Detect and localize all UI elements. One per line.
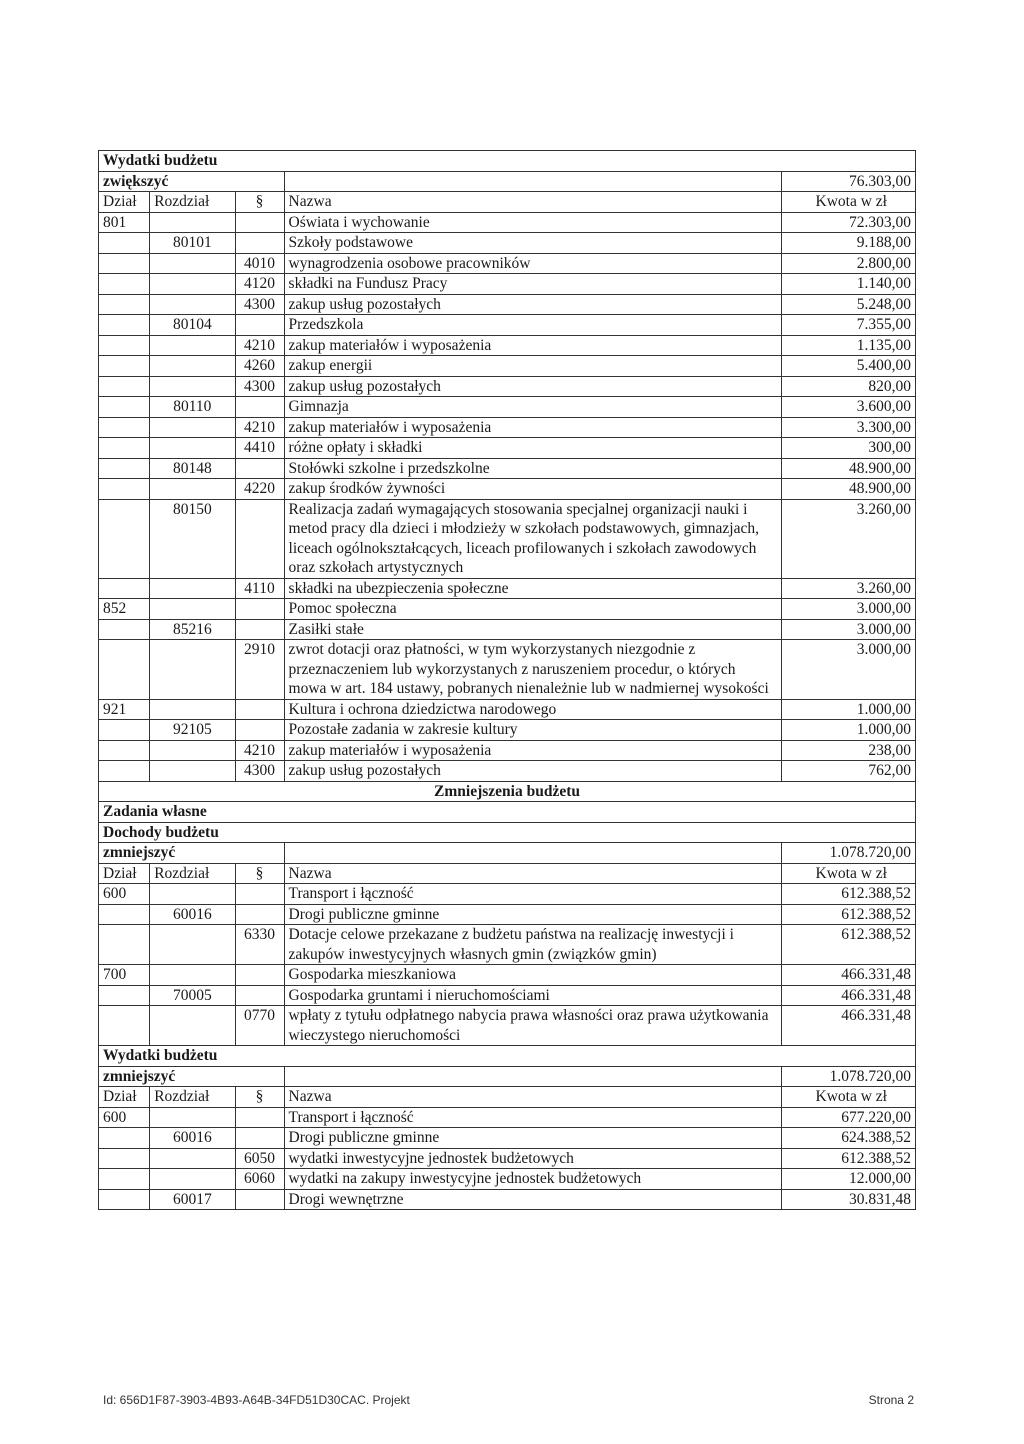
column-header-nazwa: Nazwa: [284, 1087, 781, 1108]
cell-rozdzial: 80110: [150, 397, 235, 418]
cell-dzial: [99, 578, 150, 599]
table-row: [99, 356, 916, 377]
cell-rozdzial: [150, 253, 235, 274]
cell-paragraf: [235, 965, 284, 986]
cell-nazwa: zakup materiałów i wyposażenia: [284, 417, 781, 438]
cell-kwota: 2.800,00: [781, 253, 915, 274]
column-header-paragraf: §: [235, 1087, 284, 1108]
cell-rozdzial: [150, 640, 235, 700]
cell-rozdzial: [150, 1148, 235, 1169]
table-row: [99, 1128, 916, 1149]
table-row: [99, 884, 916, 905]
cell-kwota: 612.388,52: [781, 1148, 915, 1169]
cell-paragraf: [235, 212, 284, 233]
section-heading-row: [99, 1046, 916, 1067]
cell-rozdzial: [150, 1107, 235, 1128]
cell-paragraf: 4210: [235, 740, 284, 761]
total-row: [99, 843, 916, 864]
table-row: [99, 1107, 916, 1128]
cell-paragraf: 6060: [235, 1169, 284, 1190]
total-amount: 1.078.720,00: [781, 1066, 915, 1087]
table-row: [99, 274, 916, 295]
section-heading: Dochody budżetu: [99, 822, 916, 843]
cell-kwota: 3.260,00: [781, 499, 915, 578]
cell-nazwa: wydatki na zakupy inwestycyjne jednostek budżetowych: [284, 1169, 781, 1190]
table-row: [99, 1169, 916, 1190]
cell-paragraf: [235, 904, 284, 925]
table-row: [99, 335, 916, 356]
cell-kwota: 3.260,00: [781, 578, 915, 599]
total-amount: 1.078.720,00: [781, 843, 915, 864]
cell-paragraf: [235, 458, 284, 479]
cell-dzial: 801: [99, 212, 150, 233]
table-row: [99, 985, 916, 1006]
cell-nazwa: różne opłaty i składki: [284, 438, 781, 459]
table-row: [99, 397, 916, 418]
cell-paragraf: [235, 397, 284, 418]
cell-dzial: [99, 315, 150, 336]
cell-nazwa: Gospodarka gruntami i nieruchomościami: [284, 985, 781, 1006]
cell-kwota: 3.000,00: [781, 599, 915, 620]
column-header-kwota: Kwota w zł: [781, 863, 915, 884]
cell-dzial: [99, 1148, 150, 1169]
cell-dzial: 852: [99, 599, 150, 620]
cell-kwota: 3.300,00: [781, 417, 915, 438]
cell-dzial: 600: [99, 884, 150, 905]
cell-kwota: 7.355,00: [781, 315, 915, 336]
column-header-paragraf: §: [235, 192, 284, 213]
cell-nazwa: zakup usług pozostałych: [284, 761, 781, 782]
cell-nazwa: Transport i łączność: [284, 1107, 781, 1128]
cell-rozdzial: [150, 599, 235, 620]
column-header-nazwa: Nazwa: [284, 863, 781, 884]
cell-rozdzial: [150, 1169, 235, 1190]
cell-dzial: [99, 253, 150, 274]
cell-paragraf: 4210: [235, 335, 284, 356]
table-row: [99, 294, 916, 315]
cell-dzial: [99, 458, 150, 479]
cell-rozdzial: 85216: [150, 619, 235, 640]
cell-dzial: 921: [99, 699, 150, 720]
section-heading: Wydatki budżetu: [99, 151, 916, 172]
table-row: [99, 212, 916, 233]
document-id-footer: Id: 656D1F87-3903-4B93-A64B-34FD51D30CAC. Projekt: [103, 1393, 410, 1407]
cell-rozdzial: 80104: [150, 315, 235, 336]
total-label: zwiększyć: [99, 171, 285, 192]
section-heading-row: [99, 151, 916, 172]
cell-nazwa: Gospodarka mieszkaniowa: [284, 965, 781, 986]
column-header-kwota: Kwota w zł: [781, 192, 915, 213]
cell-nazwa: składki na Fundusz Pracy: [284, 274, 781, 295]
cell-kwota: 466.331,48: [781, 1006, 915, 1046]
section-title-row: [99, 781, 916, 802]
table-row: [99, 761, 916, 782]
cell-kwota: 612.388,52: [781, 884, 915, 905]
cell-nazwa: Realizacja zadań wymagających stosowania specjalnej organizacji nauki i metod pracy dla dzieci i młodzieży w szkołach podstawowych, gimnazjach, liceach ogólnokształcących, liceach profilowanych i szkołach zawodowych oraz szkołach artystycznych: [284, 499, 781, 578]
cell-kwota: 612.388,52: [781, 925, 915, 965]
cell-rozdzial: [150, 212, 235, 233]
table-row: [99, 925, 916, 965]
table-row: [99, 740, 916, 761]
column-header-rozdzial: Rozdział: [150, 192, 235, 213]
cell-paragraf: [235, 884, 284, 905]
cell-paragraf: 4300: [235, 294, 284, 315]
cell-kwota: 5.400,00: [781, 356, 915, 377]
table-row: [99, 640, 916, 700]
cell-paragraf: [235, 1189, 284, 1210]
cell-rozdzial: 60016: [150, 904, 235, 925]
cell-kwota: 762,00: [781, 761, 915, 782]
column-header-rozdzial: Rozdział: [150, 863, 235, 884]
cell-paragraf: 4220: [235, 479, 284, 500]
column-header-nazwa: Nazwa: [284, 192, 781, 213]
cell-nazwa: Szkoły podstawowe: [284, 233, 781, 254]
column-header-row: [99, 1087, 916, 1108]
column-header-row: [99, 192, 916, 213]
cell-dzial: [99, 1189, 150, 1210]
cell-dzial: [99, 1006, 150, 1046]
section-heading-row: [99, 822, 916, 843]
cell-kwota: 72.303,00: [781, 212, 915, 233]
cell-kwota: 300,00: [781, 438, 915, 459]
column-header-row: [99, 863, 916, 884]
cell-dzial: [99, 619, 150, 640]
cell-rozdzial: 70005: [150, 985, 235, 1006]
cell-rozdzial: [150, 356, 235, 377]
cell-nazwa: zwrot dotacji oraz płatności, w tym wykorzystanych niezgodnie z przeznaczeniem lub wykorzystanych z naruszeniem procedur, o których mowa w art. 184 ustawy, pobranych nienależnie lub w nadmiernej wysokości: [284, 640, 781, 700]
table-row: [99, 315, 916, 336]
table-row: [99, 904, 916, 925]
cell-nazwa: zakup materiałów i wyposażenia: [284, 740, 781, 761]
section-heading-row: [99, 802, 916, 823]
cell-rozdzial: 60017: [150, 1189, 235, 1210]
cell-nazwa: wydatki inwestycyjne jednostek budżetowych: [284, 1148, 781, 1169]
section-heading: Wydatki budżetu: [99, 1046, 916, 1067]
section-title: Zmniejszenia budżetu: [99, 781, 916, 802]
cell-rozdzial: [150, 417, 235, 438]
cell-paragraf: 4260: [235, 356, 284, 377]
table-row: [99, 479, 916, 500]
cell-dzial: [99, 720, 150, 741]
cell-paragraf: [235, 985, 284, 1006]
cell-kwota: 624.388,52: [781, 1128, 915, 1149]
cell-dzial: [99, 904, 150, 925]
cell-paragraf: 4010: [235, 253, 284, 274]
cell-dzial: [99, 1128, 150, 1149]
cell-paragraf: [235, 233, 284, 254]
cell-nazwa: Oświata i wychowanie: [284, 212, 781, 233]
cell-nazwa: Transport i łączność: [284, 884, 781, 905]
table-row: [99, 417, 916, 438]
cell-rozdzial: [150, 761, 235, 782]
cell-paragraf: [235, 599, 284, 620]
cell-dzial: [99, 985, 150, 1006]
table-row: [99, 1189, 916, 1210]
table-row: [99, 438, 916, 459]
cell-rozdzial: [150, 274, 235, 295]
cell-kwota: 3.000,00: [781, 619, 915, 640]
cell-dzial: [99, 438, 150, 459]
cell-kwota: 1.135,00: [781, 335, 915, 356]
cell-dzial: 700: [99, 965, 150, 986]
table-row: [99, 233, 916, 254]
cell-rozdzial: [150, 884, 235, 905]
cell-nazwa: składki na ubezpieczenia społeczne: [284, 578, 781, 599]
total-label: zmniejszyć: [99, 1066, 285, 1087]
cell-kwota: 466.331,48: [781, 965, 915, 986]
table-row: [99, 699, 916, 720]
cell-dzial: [99, 335, 150, 356]
table-row: [99, 1148, 916, 1169]
column-header-dzial: Dział: [99, 192, 150, 213]
cell-paragraf: [235, 315, 284, 336]
cell-paragraf: [235, 720, 284, 741]
cell-nazwa: Gimnazja: [284, 397, 781, 418]
cell-dzial: [99, 233, 150, 254]
table-row: [99, 599, 916, 620]
cell-kwota: 9.188,00: [781, 233, 915, 254]
cell-kwota: 48.900,00: [781, 458, 915, 479]
cell-dzial: [99, 479, 150, 500]
table-row: [99, 253, 916, 274]
cell-rozdzial: [150, 740, 235, 761]
total-row: [99, 1066, 916, 1087]
cell-dzial: [99, 761, 150, 782]
cell-rozdzial: [150, 1006, 235, 1046]
cell-nazwa: Stołówki szkolne i przedszkolne: [284, 458, 781, 479]
cell-dzial: [99, 397, 150, 418]
section-heading: Zadania własne: [99, 802, 916, 823]
page-number: Strona 2: [868, 1393, 914, 1407]
cell-paragraf: 4110: [235, 578, 284, 599]
cell-rozdzial: [150, 479, 235, 500]
cell-nazwa: Dotacje celowe przekazane z budżetu państwa na realizację inwestycji i zakupów inwestycyjnych własnych gmin (związków gmin): [284, 925, 781, 965]
cell-dzial: [99, 740, 150, 761]
cell-rozdzial: [150, 294, 235, 315]
cell-kwota: 820,00: [781, 376, 915, 397]
cell-kwota: 30.831,48: [781, 1189, 915, 1210]
cell-rozdzial: [150, 925, 235, 965]
cell-dzial: [99, 274, 150, 295]
table-row: [99, 499, 916, 578]
cell-dzial: [99, 925, 150, 965]
column-header-rozdzial: Rozdział: [150, 1087, 235, 1108]
cell-paragraf: 2910: [235, 640, 284, 700]
cell-paragraf: 4210: [235, 417, 284, 438]
cell-kwota: 1.140,00: [781, 274, 915, 295]
cell-dzial: [99, 356, 150, 377]
total-amount: 76.303,00: [781, 171, 915, 192]
cell-rozdzial: [150, 578, 235, 599]
cell-nazwa: Drogi publiczne gminne: [284, 904, 781, 925]
cell-nazwa: wynagrodzenia osobowe pracowników: [284, 253, 781, 274]
cell-kwota: 3.600,00: [781, 397, 915, 418]
cell-nazwa: Przedszkola: [284, 315, 781, 336]
cell-rozdzial: [150, 699, 235, 720]
table-row: [99, 619, 916, 640]
column-header-paragraf: §: [235, 863, 284, 884]
cell-kwota: 677.220,00: [781, 1107, 915, 1128]
cell-rozdzial: [150, 965, 235, 986]
column-header-kwota: Kwota w zł: [781, 1087, 915, 1108]
cell-rozdzial: 80148: [150, 458, 235, 479]
cell-rozdzial: 92105: [150, 720, 235, 741]
cell-kwota: 12.000,00: [781, 1169, 915, 1190]
column-header-dzial: Dział: [99, 1087, 150, 1108]
cell-paragraf: 6330: [235, 925, 284, 965]
cell-nazwa: Zasiłki stałe: [284, 619, 781, 640]
cell-nazwa: Pozostałe zadania w zakresie kultury: [284, 720, 781, 741]
cell-paragraf: 0770: [235, 1006, 284, 1046]
cell-rozdzial: [150, 376, 235, 397]
cell-paragraf: 4300: [235, 376, 284, 397]
cell-dzial: [99, 640, 150, 700]
cell-paragraf: [235, 1107, 284, 1128]
table-row: [99, 965, 916, 986]
cell-nazwa: Drogi wewnętrzne: [284, 1189, 781, 1210]
total-spacer: [284, 843, 781, 864]
cell-paragraf: 4120: [235, 274, 284, 295]
total-row: [99, 171, 916, 192]
table-row: [99, 720, 916, 741]
cell-paragraf: [235, 619, 284, 640]
cell-kwota: 612.388,52: [781, 904, 915, 925]
cell-kwota: 466.331,48: [781, 985, 915, 1006]
cell-paragraf: [235, 1128, 284, 1149]
cell-rozdzial: [150, 335, 235, 356]
cell-dzial: 600: [99, 1107, 150, 1128]
cell-paragraf: 4410: [235, 438, 284, 459]
cell-paragraf: 4300: [235, 761, 284, 782]
cell-rozdzial: [150, 438, 235, 459]
cell-nazwa: zakup energii: [284, 356, 781, 377]
cell-paragraf: [235, 699, 284, 720]
cell-paragraf: 6050: [235, 1148, 284, 1169]
budget-table: [98, 150, 916, 1210]
cell-kwota: 48.900,00: [781, 479, 915, 500]
total-spacer: [284, 1066, 781, 1087]
cell-dzial: [99, 294, 150, 315]
cell-nazwa: wpłaty z tytułu odpłatnego nabycia prawa własności oraz prawa użytkowania wieczystego nieruchomości: [284, 1006, 781, 1046]
cell-kwota: 1.000,00: [781, 720, 915, 741]
cell-nazwa: Kultura i ochrona dziedzictwa narodowego: [284, 699, 781, 720]
budget-document: [98, 150, 916, 1210]
cell-nazwa: zakup środków żywności: [284, 479, 781, 500]
cell-dzial: [99, 499, 150, 578]
cell-dzial: [99, 1169, 150, 1190]
cell-kwota: 238,00: [781, 740, 915, 761]
table-row: [99, 458, 916, 479]
cell-nazwa: Drogi publiczne gminne: [284, 1128, 781, 1149]
cell-kwota: 5.248,00: [781, 294, 915, 315]
cell-nazwa: zakup usług pozostałych: [284, 376, 781, 397]
table-row: [99, 376, 916, 397]
column-header-dzial: Dział: [99, 863, 150, 884]
cell-nazwa: Pomoc społeczna: [284, 599, 781, 620]
cell-paragraf: [235, 499, 284, 578]
table-row: [99, 1006, 916, 1046]
table-row: [99, 578, 916, 599]
total-label: zmniejszyć: [99, 843, 285, 864]
cell-dzial: [99, 417, 150, 438]
cell-dzial: [99, 376, 150, 397]
cell-rozdzial: 60016: [150, 1128, 235, 1149]
cell-kwota: 1.000,00: [781, 699, 915, 720]
cell-rozdzial: 80150: [150, 499, 235, 578]
total-spacer: [284, 171, 781, 192]
cell-rozdzial: 80101: [150, 233, 235, 254]
cell-nazwa: zakup usług pozostałych: [284, 294, 781, 315]
cell-nazwa: zakup materiałów i wyposażenia: [284, 335, 781, 356]
cell-kwota: 3.000,00: [781, 640, 915, 700]
